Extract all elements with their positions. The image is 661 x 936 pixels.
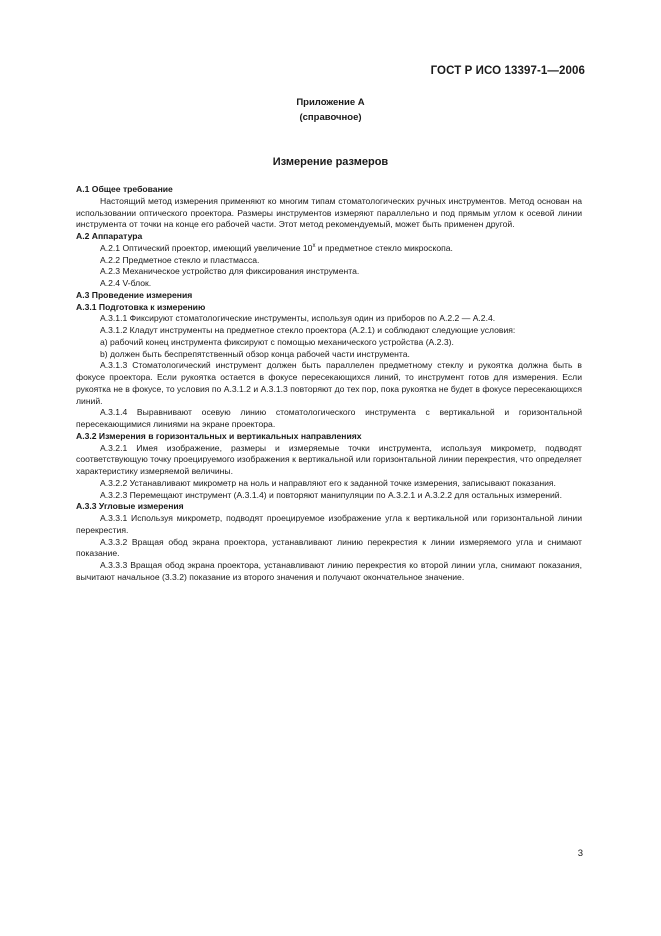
annex-title: Измерение размеров bbox=[272, 156, 389, 168]
paragraph-a321: А.3.2.1 Имея изображение, размеры и измеряемые точки инструмента, используя микрометр, подводят соответствующую точку проецируемого изображения к вертикальной или горизонтальной линии перекрестия, что определяет характеристику измеряемой величины. bbox=[76, 442, 582, 476]
section-heading-a3: А.3 Проведение измерения bbox=[76, 289, 193, 300]
paragraph-a313: А.3.1.3 Стоматологический инструмент должен быть параллелен предметному стеклу и рукоятка должна быть в фокусе проектора. Если рукоятка остается в фокусе пересекающихся линий, то инструмент готов для измерения. Если рукоятка не в фокусе, то условия по А.3.1.2 и А.3.1.3 повторяют до тех пор, пока рукоятка не будет в фокусе пересекающихся линий. bbox=[76, 360, 582, 406]
paragraph-a314: А.3.1.4 Выравнивают осевую линию стоматологического инструмента с вертикальной и горизонтальной пересекающимися линиями на экране проектора. bbox=[76, 407, 582, 429]
annex-type: (справочное) bbox=[299, 112, 362, 123]
paragraph-a24: А.2.4 V-блок. bbox=[100, 278, 152, 288]
paragraph-a322: А.3.2.2 Устанавливают микрометр на ноль и направляют его к заданной точке измерения, записывают показания. bbox=[100, 477, 556, 488]
a21-text-post: и предметное стекло микроскопа. bbox=[315, 242, 453, 253]
paragraph-a1: Настоящий метод измерения применяют ко многим типам стоматологических ручных инструментов. Метод основан на использовании оптического проектора. Размеры инструментов измеряют параллельно и под прямым углом к осевой линии инструмента от точки на конце его рабочей части. Этот метод рекомендуемый, может быть применен другой. bbox=[76, 195, 582, 230]
paragraph-a333: А.3.3.3 Вращая обод экрана проектора, устанавливают линию перекрестия ко второй линии угла, снимают показания, вычитают начальное (3.3.2) показание из второго значения и получают окончательное значение. bbox=[76, 560, 582, 582]
paragraph-a332: А.3.3.2 Вращая обод экрана проектора, устанавливают линию перекрестия к линии измеряемого угла и снимают показание. bbox=[76, 536, 582, 559]
section-heading-a2: А.2 Аппаратура bbox=[76, 231, 143, 241]
list-item-a312b: b) должен быть беспрепятственный обзор конца рабочей части инструмента. bbox=[100, 348, 410, 359]
paragraph-a323: А.3.2.3 Перемещают инструмент (А.3.1.4) и повторяют манипуляции по А.3.2.1 и А.3.2.2 для остальных измерений. bbox=[100, 489, 562, 500]
standard-designation: ГОСТ Р ИСО 13397-1—2006 bbox=[430, 65, 585, 77]
a21-text-pre: А.2.1 Оптический проектор, имеющий увеличение 10 bbox=[100, 242, 313, 253]
a21-superscript: x bbox=[312, 242, 316, 249]
list-item-a312a: а) рабочий конец инструмента фиксируют с помощью механического устройства (А.2.3). bbox=[100, 336, 454, 347]
annex-label: Приложение А bbox=[296, 97, 365, 108]
page-number: 3 bbox=[577, 848, 583, 859]
paragraph-a22: А.2.2 Предметное стекло и пластмасса. bbox=[100, 254, 260, 265]
paragraph-a331: А.3.3.1 Используя микрометр, подводят проецируемое изображение угла к вертикальной или горизонтальной линии перекрестия. bbox=[76, 513, 582, 535]
section-heading-a32: А.3.2 Измерения в горизонтальных и вертикальных направлениях bbox=[76, 430, 362, 441]
annex-heading bbox=[0, 95, 661, 125]
section-heading-a31: А.3.1 Подготовка к измерению bbox=[76, 301, 206, 312]
paragraph-a23: А.2.3 Механическое устройство для фиксирования инструмента. bbox=[100, 266, 360, 277]
paragraph-a311: А.3.1.1 Фиксируют стоматологические инструменты, используя один из приборов по А.2.2 — А.2.4. bbox=[100, 313, 496, 324]
section-heading-a33: А.3.3 Угловые измерения bbox=[76, 501, 184, 512]
paragraph-a312: А.3.1.2 Кладут инструменты на предметное стекло проектора (А.2.1) и соблюдают следующие условия: bbox=[100, 325, 516, 335]
section-heading-a1: А.1 Общее требование bbox=[76, 184, 173, 194]
paragraph-a21 bbox=[76, 243, 582, 255]
document-body bbox=[76, 184, 582, 584]
